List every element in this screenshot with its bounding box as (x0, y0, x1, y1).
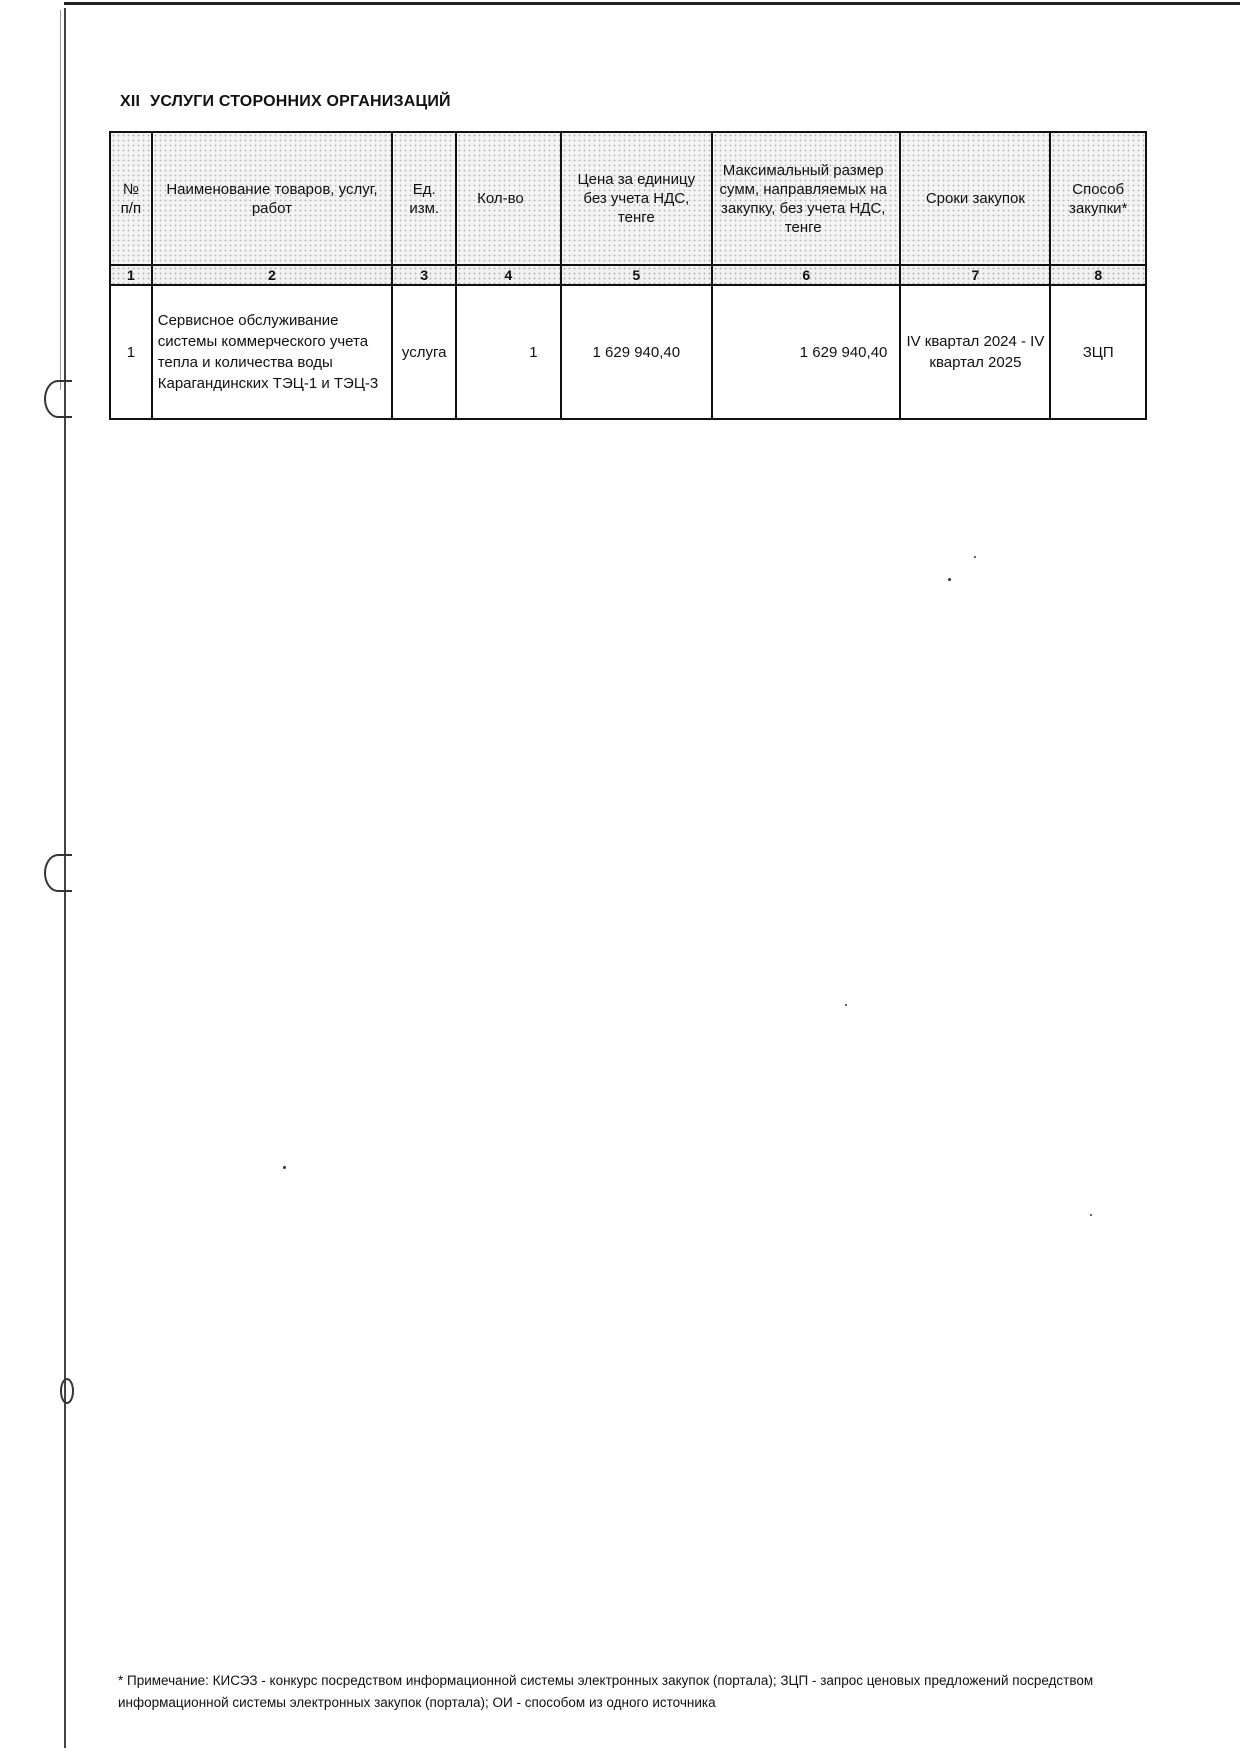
column-number-row (110, 265, 1146, 285)
table-row (110, 285, 1146, 419)
procurement-table (109, 131, 1147, 420)
column-number: 2 (152, 265, 392, 285)
column-number: 1 (110, 265, 152, 285)
row-qty: 1 (456, 285, 560, 419)
header-name: Наименование товаров, услуг, работ (152, 132, 392, 265)
header-unit: Ед. изм. (392, 132, 456, 265)
row-unit: услуга (392, 285, 456, 419)
header-num: № п/п (110, 132, 152, 265)
header-max-amount: Максимальный размер сумм, направляемых на закупку, без учета НДС, тенге (712, 132, 900, 265)
binding-ring-icon (44, 380, 72, 418)
binding-ring-icon (60, 1378, 74, 1404)
row-num: 1 (110, 285, 152, 419)
binding-edge-shadow (60, 10, 61, 390)
column-number: 7 (900, 265, 1050, 285)
footnote: * Примечание: КИСЭЗ - конкурс посредством информационной системы электронных закупок (портала); ЗЦП - запрос ценовых предложений посредством информационной системы электронных закупок (портала); ОИ - способом из одного источника (118, 1673, 1094, 1710)
scan-speck (1090, 1214, 1092, 1216)
section-title: УСЛУГИ СТОРОННИХ ОРГАНИЗАЦИЙ (150, 93, 451, 110)
column-number: 4 (456, 265, 560, 285)
scan-speck (845, 1004, 847, 1006)
scan-speck (283, 1166, 286, 1169)
table-header-row (110, 132, 1146, 265)
scan-top-edge (64, 2, 1240, 5)
header-term: Сроки закупок (900, 132, 1050, 265)
scan-speck (974, 556, 976, 558)
header-price: Цена за единицу без учета НДС, тенге (561, 132, 712, 265)
section-heading (120, 93, 451, 111)
row-price: 1 629 940,40 (561, 285, 712, 419)
row-max-amount: 1 629 940,40 (712, 285, 900, 419)
column-number: 3 (392, 265, 456, 285)
section-number: XII (120, 93, 141, 110)
row-term: IV квартал 2024 - IV квартал 2025 (900, 285, 1050, 419)
column-number: 6 (712, 265, 900, 285)
header-qty: Кол-во (456, 132, 560, 265)
row-name: Сервисное обслуживание системы коммерческого учета тепла и количества воды Карагандинских ТЭЦ-1 и ТЭЦ-3 (152, 285, 392, 419)
column-number: 5 (561, 265, 712, 285)
scan-speck (948, 578, 951, 581)
header-method: Способ закупки* (1050, 132, 1146, 265)
binding-ring-icon (44, 854, 72, 892)
column-number: 8 (1050, 265, 1146, 285)
row-method: ЗЦП (1050, 285, 1146, 419)
